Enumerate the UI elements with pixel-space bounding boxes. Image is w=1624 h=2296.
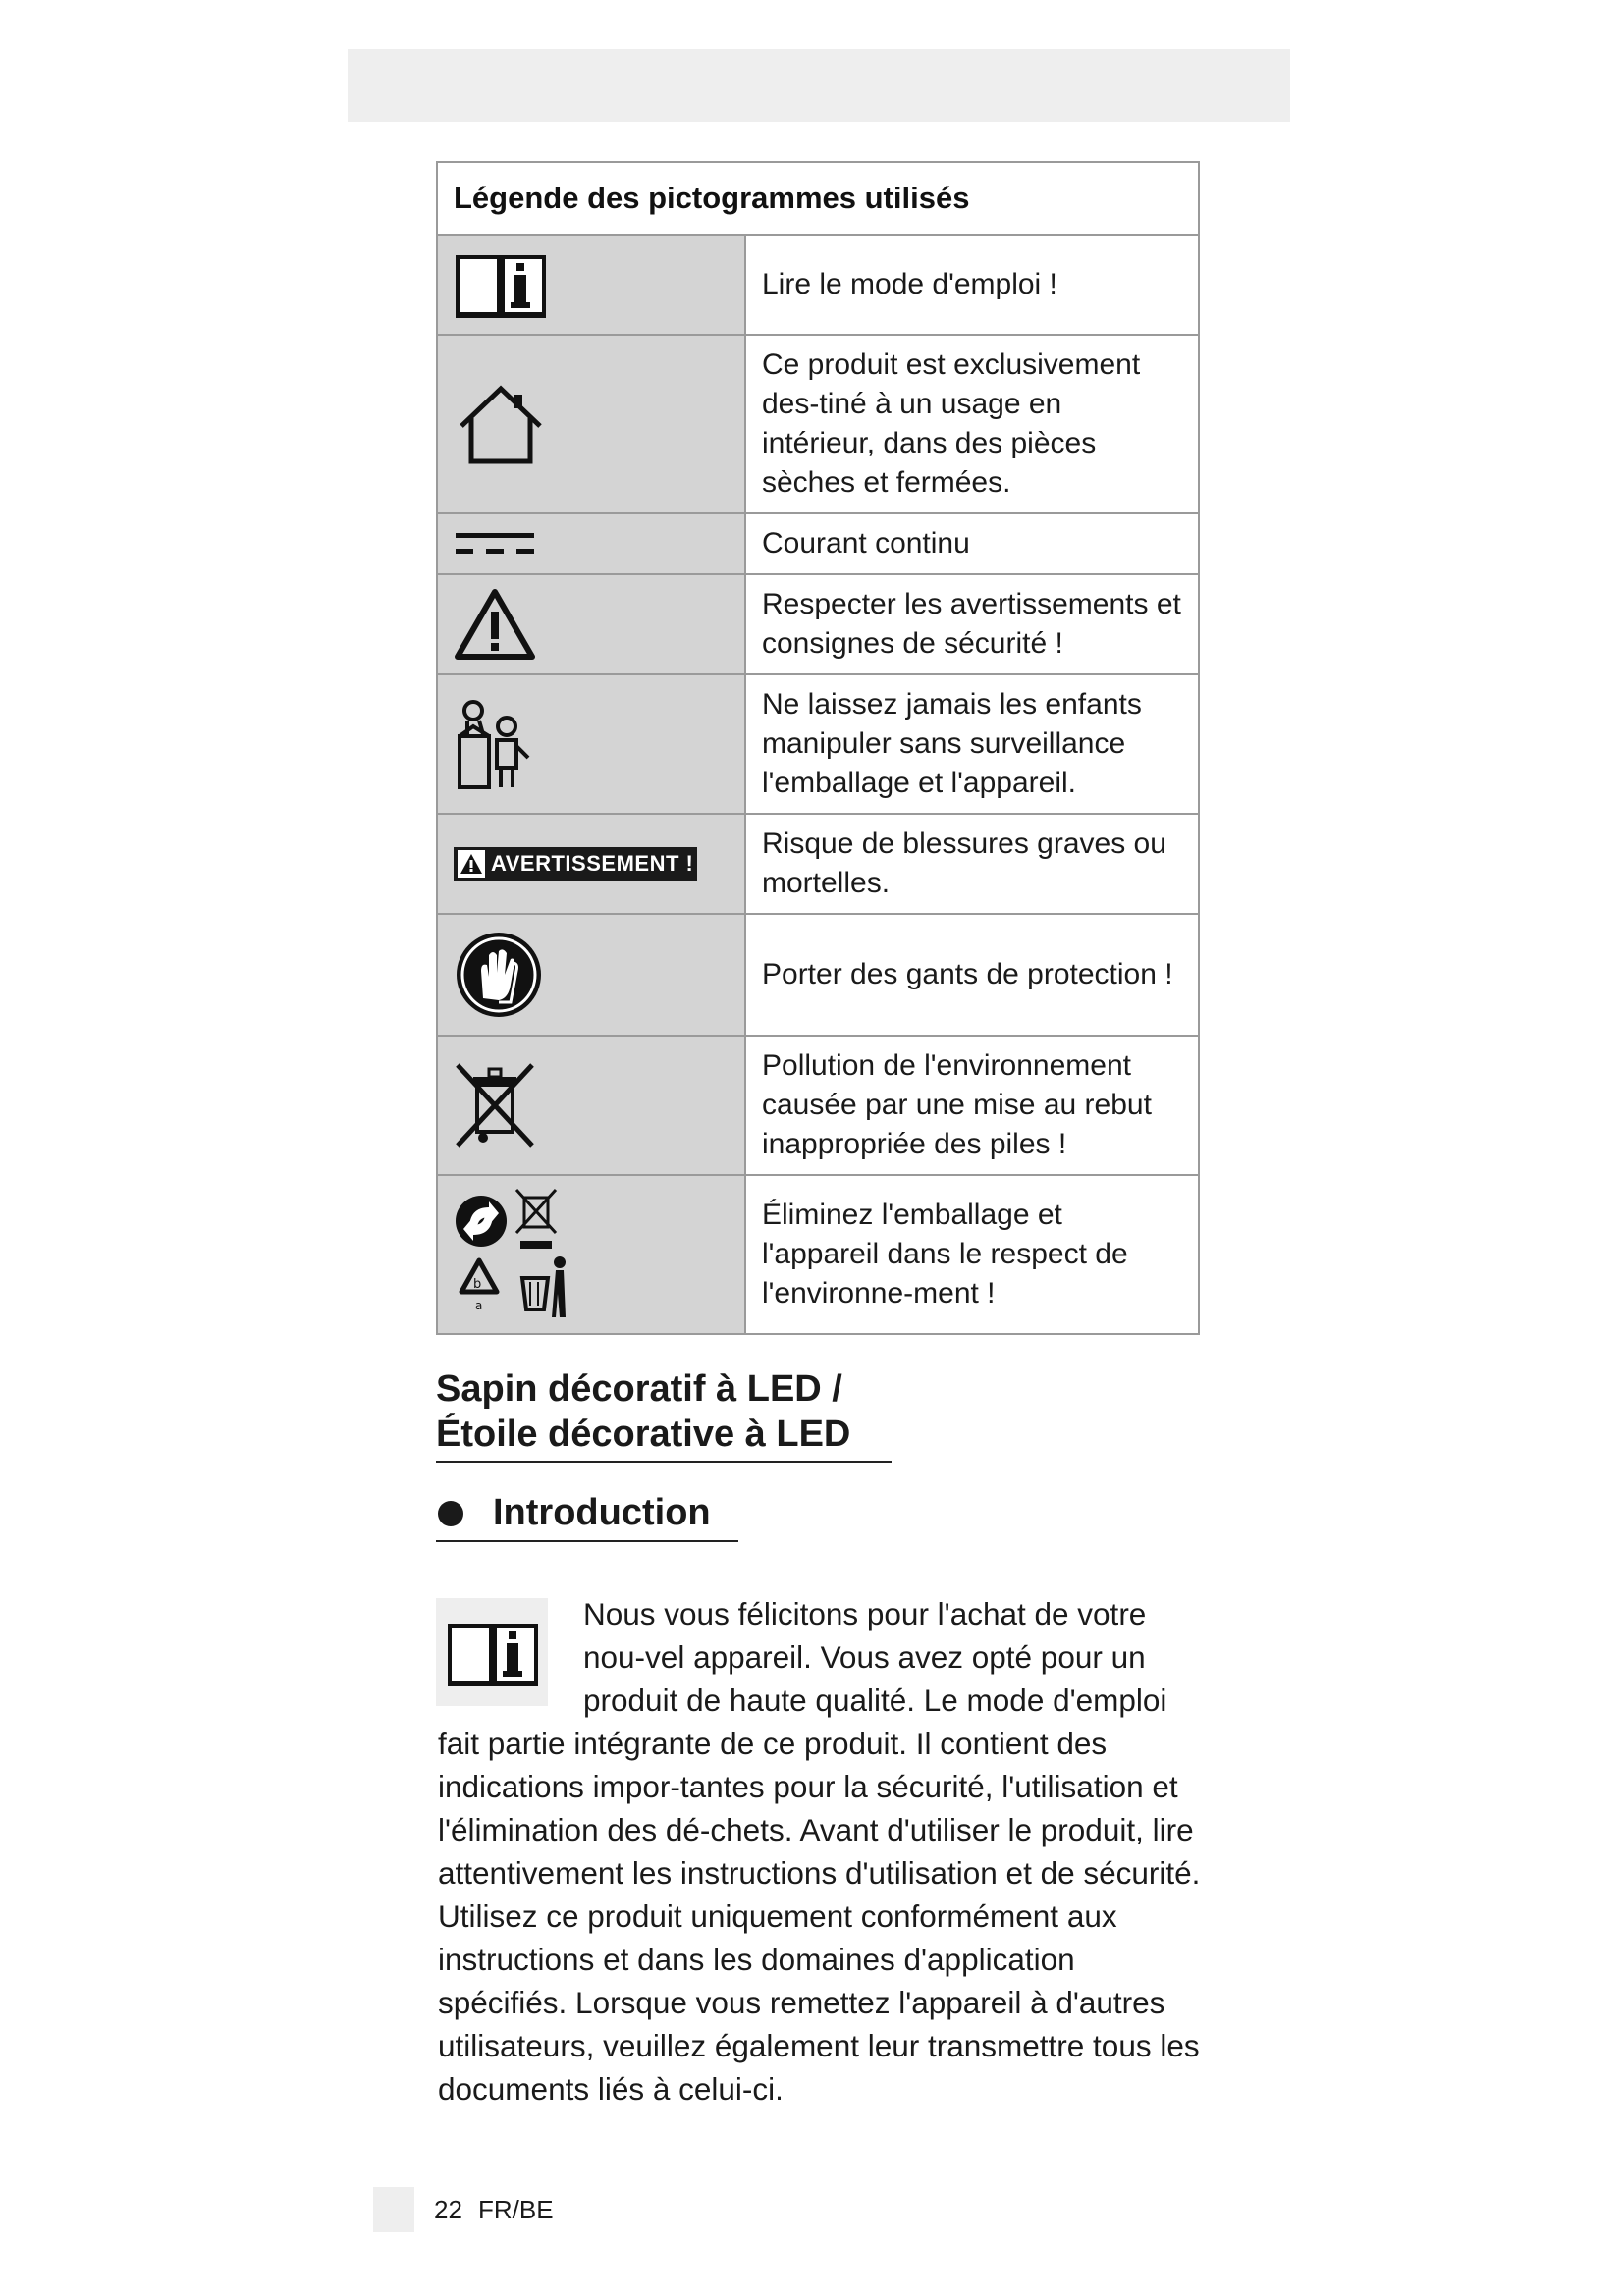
pictogram-legend-table <box>436 161 1200 1335</box>
legend-text: Lire le mode d'emploi ! <box>745 235 1199 335</box>
legend-row <box>437 513 1199 574</box>
page-number: 22 <box>434 2195 462 2224</box>
legend-text: Courant continu <box>745 513 1199 574</box>
product-title-line2: Étoile décorative à LED <box>436 1414 851 1455</box>
footer-marker <box>373 2187 414 2232</box>
legend-text: Porter des gants de protection ! <box>745 914 1199 1036</box>
region-code: FR/BE <box>478 2195 554 2224</box>
legend-text: Risque de blessures graves ou mortelles. <box>745 814 1199 914</box>
legend-text: Pollution de l'environnement causée par une mise au rebut inappropriée des piles ! <box>745 1036 1199 1175</box>
recycle-letter-a: a <box>475 1299 483 1312</box>
crossed-bin-icon <box>454 1061 536 1149</box>
legend-row <box>437 814 1199 914</box>
legend-row <box>437 1036 1199 1175</box>
legend-row <box>437 235 1199 335</box>
warning-badge-label: AVERTISSEMENT ! <box>491 851 694 876</box>
protective-gloves-icon <box>454 930 544 1020</box>
product-title-line1: Sapin décoratif à LED / <box>436 1368 842 1410</box>
direct-current-icon <box>454 529 536 559</box>
legend-row <box>437 1175 1199 1334</box>
legend-title: Légende des pictogrammes utilisés <box>437 162 1199 235</box>
warning-badge <box>454 847 697 881</box>
legend-text: Respecter les avertissements et consignes de sécurité ! <box>745 574 1199 674</box>
header-band <box>348 49 1290 122</box>
house-icon <box>454 383 548 465</box>
warning-triangle-icon <box>460 853 483 875</box>
recycle-letter-b: b <box>473 1277 482 1292</box>
legend-row <box>437 674 1199 814</box>
legend-row <box>437 914 1199 1036</box>
child-hazard-icon <box>454 697 536 791</box>
manual-info-icon <box>454 249 548 320</box>
section-heading-text: Introduction <box>493 1492 711 1533</box>
warning-triangle-icon <box>454 588 536 661</box>
product-title <box>436 1366 892 1463</box>
legend-row <box>437 335 1199 513</box>
intro-paragraph <box>438 1592 1210 2110</box>
intro-paragraph-text: Nous vous félicitons pour l'achat de votre nou-vel appareil. Vous avez opté pour un produit de haute qualité. Le mode d'emploi fait partie intégrante de ce produit. Il contient des indications impor-tantes pour la sécurité, l'utilisation et l'élimination des dé-chets. Avant d'utiliser le produit, lire attentivement les instructions d'utilisation et de sécurité. Utilisez ce produit uniquement conformément aux instructions et dans les domaines d'application spécifiés. Lorsque vous remettez l'appareil à d'autres utilisateurs, veuillez également leur transmettre tous les documents liés à celui-ci. <box>438 1596 1201 2107</box>
section-heading <box>436 1492 738 1542</box>
legend-text: Éliminez l'emballage et l'appareil dans le respect de l'environne-ment ! <box>745 1175 1199 1334</box>
legend-text: Ne laissez jamais les enfants manipuler sans surveillance l'emballage et l'appareil. <box>745 674 1199 814</box>
legend-text: Ce produit est exclusivement des-tiné à un usage en intérieur, dans des pièces sèches et fermées. <box>745 335 1199 513</box>
bullet-icon <box>438 1501 463 1526</box>
recycling-symbols-icon <box>454 1186 571 1323</box>
legend-row <box>437 574 1199 674</box>
